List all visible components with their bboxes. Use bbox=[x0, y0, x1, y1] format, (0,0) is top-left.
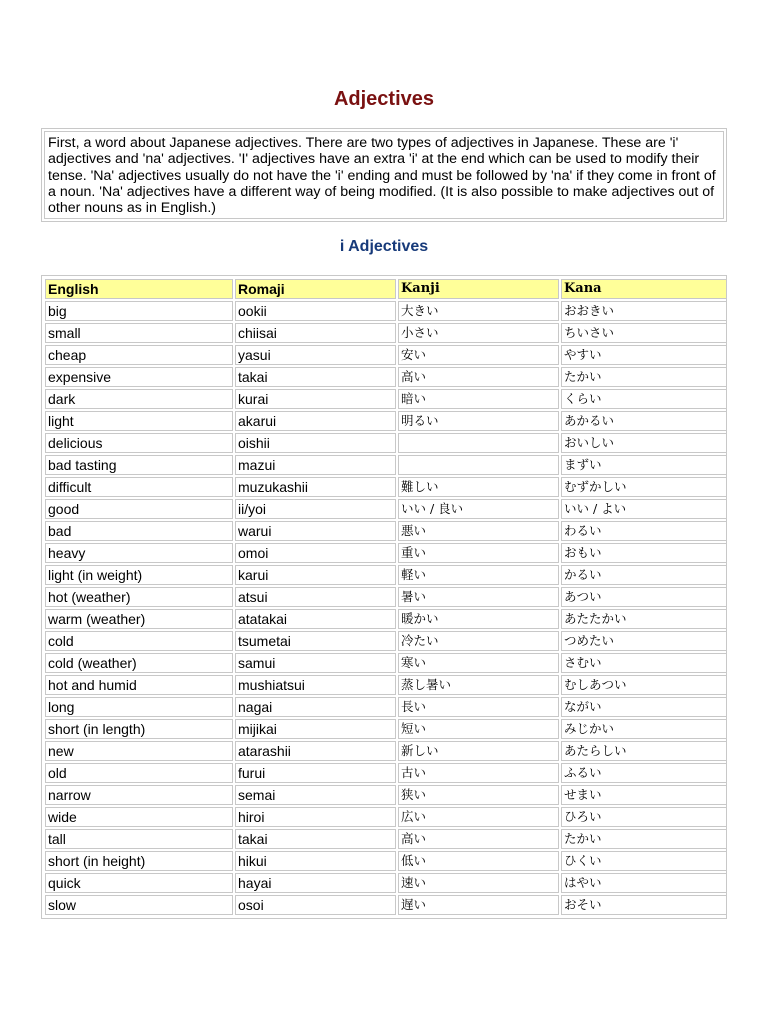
table-row bbox=[45, 609, 727, 629]
table-row bbox=[45, 565, 727, 585]
table-row bbox=[45, 851, 727, 871]
cell-english: light bbox=[45, 411, 233, 431]
cell-romaji: yasui bbox=[235, 345, 396, 365]
table-header-row bbox=[45, 279, 727, 299]
table-row bbox=[45, 455, 727, 475]
cell-kanji: 明るい bbox=[398, 411, 559, 431]
cell-english: small bbox=[45, 323, 233, 343]
cell-kana: むしあつい bbox=[561, 675, 727, 695]
cell-kana: おおきい bbox=[561, 301, 727, 321]
cell-romaji: karui bbox=[235, 565, 396, 585]
table-row bbox=[45, 741, 727, 761]
cell-english: short (in height) bbox=[45, 851, 233, 871]
cell-romaji: kurai bbox=[235, 389, 396, 409]
cell-english: warm (weather) bbox=[45, 609, 233, 629]
cell-kana: むずかしい bbox=[561, 477, 727, 497]
cell-romaji: nagai bbox=[235, 697, 396, 717]
cell-kanji: 高い bbox=[398, 367, 559, 387]
cell-romaji: hikui bbox=[235, 851, 396, 871]
cell-english: big bbox=[45, 301, 233, 321]
cell-english: cold bbox=[45, 631, 233, 651]
cell-kanji: 低い bbox=[398, 851, 559, 871]
cell-kana: みじかい bbox=[561, 719, 727, 739]
cell-kana: あたらしい bbox=[561, 741, 727, 761]
cell-kanji: いい / 良い bbox=[398, 499, 559, 519]
cell-kanji: 新しい bbox=[398, 741, 559, 761]
header-kana: Kana bbox=[561, 279, 727, 299]
table-row bbox=[45, 301, 727, 321]
cell-kanji: 広い bbox=[398, 807, 559, 827]
cell-kanji: 暑い bbox=[398, 587, 559, 607]
cell-kanji: 大きい bbox=[398, 301, 559, 321]
cell-kana: おもい bbox=[561, 543, 727, 563]
table-row bbox=[45, 719, 727, 739]
cell-romaji: hiroi bbox=[235, 807, 396, 827]
table-row bbox=[45, 499, 727, 519]
cell-kana: あつい bbox=[561, 587, 727, 607]
cell-kanji: 遅い bbox=[398, 895, 559, 915]
cell-kana: いい / よい bbox=[561, 499, 727, 519]
cell-kana: まずい bbox=[561, 455, 727, 475]
table-row bbox=[45, 763, 727, 783]
cell-kana: たかい bbox=[561, 829, 727, 849]
cell-kana: あかるい bbox=[561, 411, 727, 431]
cell-kana: やすい bbox=[561, 345, 727, 365]
cell-kanji: 短い bbox=[398, 719, 559, 739]
cell-english: bad tasting bbox=[45, 455, 233, 475]
cell-romaji: atatakai bbox=[235, 609, 396, 629]
cell-romaji: atarashii bbox=[235, 741, 396, 761]
cell-romaji: osoi bbox=[235, 895, 396, 915]
table-row bbox=[45, 477, 727, 497]
cell-romaji: atsui bbox=[235, 587, 396, 607]
cell-romaji: muzukashii bbox=[235, 477, 396, 497]
cell-kanji: 安い bbox=[398, 345, 559, 365]
cell-kanji: 暗い bbox=[398, 389, 559, 409]
cell-kana: ふるい bbox=[561, 763, 727, 783]
cell-kanji bbox=[398, 455, 559, 475]
cell-kanji: 高い bbox=[398, 829, 559, 849]
table-row bbox=[45, 675, 727, 695]
table-row bbox=[45, 587, 727, 607]
cell-romaji: oishii bbox=[235, 433, 396, 453]
cell-romaji: chiisai bbox=[235, 323, 396, 343]
cell-kana: あたたかい bbox=[561, 609, 727, 629]
table-row bbox=[45, 433, 727, 453]
cell-kana: かるい bbox=[561, 565, 727, 585]
cell-english: dark bbox=[45, 389, 233, 409]
cell-kanji: 冷たい bbox=[398, 631, 559, 651]
table-row bbox=[45, 345, 727, 365]
table-row bbox=[45, 543, 727, 563]
cell-kana: ひろい bbox=[561, 807, 727, 827]
section-title: i Adjectives bbox=[339, 238, 429, 255]
header-romaji: Romaji bbox=[235, 279, 396, 299]
table-row bbox=[45, 653, 727, 673]
cell-kanji: 寒い bbox=[398, 653, 559, 673]
cell-romaji: mazui bbox=[235, 455, 396, 475]
cell-english: long bbox=[45, 697, 233, 717]
cell-english: quick bbox=[45, 873, 233, 893]
adjectives-table-wrapper bbox=[41, 275, 727, 919]
cell-kanji: 小さい bbox=[398, 323, 559, 343]
cell-romaji: ookii bbox=[235, 301, 396, 321]
cell-english: narrow bbox=[45, 785, 233, 805]
cell-kanji: 軽い bbox=[398, 565, 559, 585]
cell-kanji: 長い bbox=[398, 697, 559, 717]
table-row bbox=[45, 697, 727, 717]
cell-english: wide bbox=[45, 807, 233, 827]
cell-english: slow bbox=[45, 895, 233, 915]
cell-kanji bbox=[398, 433, 559, 453]
cell-romaji: omoi bbox=[235, 543, 396, 563]
cell-kana: たかい bbox=[561, 367, 727, 387]
cell-kanji: 速い bbox=[398, 873, 559, 893]
intro-box bbox=[41, 128, 727, 222]
cell-romaji: tsumetai bbox=[235, 631, 396, 651]
cell-romaji: semai bbox=[235, 785, 396, 805]
cell-romaji: warui bbox=[235, 521, 396, 541]
cell-romaji: samui bbox=[235, 653, 396, 673]
cell-kana: はやい bbox=[561, 873, 727, 893]
cell-kanji: 難しい bbox=[398, 477, 559, 497]
table-row bbox=[45, 807, 727, 827]
cell-romaji: takai bbox=[235, 367, 396, 387]
table-row bbox=[45, 785, 727, 805]
cell-english: old bbox=[45, 763, 233, 783]
page-title: Adjectives bbox=[333, 88, 435, 110]
table-row bbox=[45, 521, 727, 541]
cell-kanji: 蒸し暑い bbox=[398, 675, 559, 695]
cell-english: heavy bbox=[45, 543, 233, 563]
cell-english: light (in weight) bbox=[45, 565, 233, 585]
adjectives-table bbox=[43, 277, 729, 917]
cell-english: short (in length) bbox=[45, 719, 233, 739]
cell-kana: ちいさい bbox=[561, 323, 727, 343]
cell-kanji: 暖かい bbox=[398, 609, 559, 629]
table-row bbox=[45, 367, 727, 387]
table-row bbox=[45, 411, 727, 431]
cell-romaji: akarui bbox=[235, 411, 396, 431]
cell-romaji: mijikai bbox=[235, 719, 396, 739]
cell-english: tall bbox=[45, 829, 233, 849]
cell-english: cheap bbox=[45, 345, 233, 365]
cell-kanji: 古い bbox=[398, 763, 559, 783]
cell-kana: おそい bbox=[561, 895, 727, 915]
cell-english: hot and humid bbox=[45, 675, 233, 695]
cell-kana: ひくい bbox=[561, 851, 727, 871]
cell-romaji: mushiatsui bbox=[235, 675, 396, 695]
cell-english: expensive bbox=[45, 367, 233, 387]
cell-romaji: takai bbox=[235, 829, 396, 849]
cell-kana: つめたい bbox=[561, 631, 727, 651]
cell-english: hot (weather) bbox=[45, 587, 233, 607]
table-row bbox=[45, 389, 727, 409]
cell-english: good bbox=[45, 499, 233, 519]
cell-kana: せまい bbox=[561, 785, 727, 805]
cell-kana: くらい bbox=[561, 389, 727, 409]
cell-kana: わるい bbox=[561, 521, 727, 541]
header-kanji: Kanji bbox=[398, 279, 559, 299]
cell-kana: さむい bbox=[561, 653, 727, 673]
table-row bbox=[45, 631, 727, 651]
cell-english: new bbox=[45, 741, 233, 761]
cell-romaji: furui bbox=[235, 763, 396, 783]
table-row bbox=[45, 829, 727, 849]
cell-romaji: hayai bbox=[235, 873, 396, 893]
cell-english: bad bbox=[45, 521, 233, 541]
cell-kanji: 重い bbox=[398, 543, 559, 563]
cell-kana: おいしい bbox=[561, 433, 727, 453]
cell-romaji: ii/yoi bbox=[235, 499, 396, 519]
intro-text: First, a word about Japanese adjectives. There are two types of adjectives in Japanese. These are 'i' adjectives and 'na' adjectives. 'I' adjectives have an extra 'i' at the end which can be used to modify their tense. 'Na' adjectives usually do not have the 'i' ending and must be followed by 'na' if they come in front of a noun. 'Na' adjectives have a different way of being modified. (It is also possible to make adjectives out of other nouns as in English.) bbox=[44, 131, 724, 219]
cell-english: delicious bbox=[45, 433, 233, 453]
header-english: English bbox=[45, 279, 233, 299]
cell-kana: ながい bbox=[561, 697, 727, 717]
table-row bbox=[45, 323, 727, 343]
cell-kanji: 悪い bbox=[398, 521, 559, 541]
cell-english: difficult bbox=[45, 477, 233, 497]
table-row bbox=[45, 873, 727, 893]
cell-english: cold (weather) bbox=[45, 653, 233, 673]
cell-kanji: 狭い bbox=[398, 785, 559, 805]
table-row bbox=[45, 895, 727, 915]
